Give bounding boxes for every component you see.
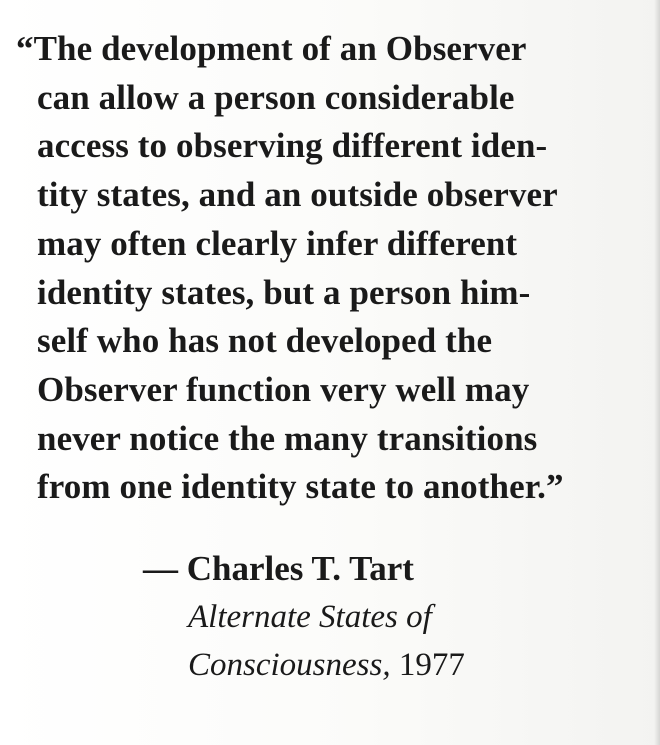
publication-year: 1977 [398,647,465,683]
quote-line: access to observing different iden- [37,126,548,166]
quote-line: “The development of an Observer [16,29,527,68]
quote-line: identity states, but a person him- [37,272,531,312]
quote-line: may often clearly infer different [37,223,518,263]
source-title-line-1: Alternate States of [188,599,432,635]
quote-line: never notice the many transitions [37,418,538,458]
page-edge-shadow [654,0,660,745]
quote-line: Observer function very well may [37,369,530,409]
source-title-line-2-text: Consciousness, [188,647,391,683]
author-name: — Charles T. Tart [143,549,414,588]
source-title-line-2 [188,641,465,689]
quote-line: tity states, and an outside observer [37,175,558,215]
source-title [188,593,465,689]
epigraph-quote [0,25,640,512]
quote-line: can allow a person considerable [37,77,515,117]
quote-line: from one identity state to another.” [37,467,564,507]
quote-line: self who has not developed the [37,321,493,361]
